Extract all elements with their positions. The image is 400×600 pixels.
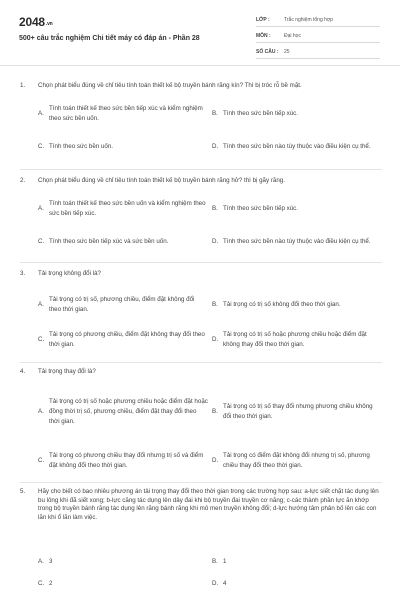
option-text: Tải trọng có phương chiều thay đổi nhưng trị số và điểm đặt không đổi theo thời gian. bbox=[49, 452, 204, 469]
option-d[interactable] bbox=[212, 326, 382, 354]
document-title: 500+ câu trắc nghiệm Chi tiết máy có đáp án - Phần 28 bbox=[19, 35, 200, 42]
meta-info bbox=[256, 14, 380, 62]
question-body: Tải trọng không đổi là? bbox=[38, 270, 101, 277]
option-b[interactable] bbox=[212, 101, 382, 127]
option-text: Tính theo sức bền uốn. bbox=[49, 143, 113, 150]
option-letter: A. bbox=[38, 110, 44, 117]
option-letter: D. bbox=[212, 580, 219, 587]
meta-label: LỚP : bbox=[256, 17, 270, 23]
question-body: Tải trọng thay đổi là? bbox=[38, 368, 96, 375]
site-logo[interactable] bbox=[19, 15, 53, 29]
option-text: 4 bbox=[223, 580, 227, 587]
option-d[interactable] bbox=[212, 229, 382, 255]
question-4 bbox=[20, 368, 382, 377]
question-2 bbox=[20, 177, 382, 186]
option-letter: A. bbox=[38, 205, 44, 212]
page-header bbox=[0, 0, 400, 66]
option-text: Tải trọng có điểm đặt không đổi nhưng trị số, phương chiều thay đổi theo thời gian. bbox=[223, 452, 370, 469]
question-divider bbox=[20, 169, 382, 170]
option-letter: C. bbox=[38, 238, 45, 245]
option-text: Tải trọng có trị số không đổi theo thời gian. bbox=[223, 301, 341, 308]
option-a[interactable] bbox=[38, 196, 208, 222]
option-d[interactable] bbox=[212, 134, 382, 160]
question-divider bbox=[20, 482, 382, 483]
question-text bbox=[20, 368, 382, 377]
option-letter: B. bbox=[212, 408, 218, 415]
option-letter: D. bbox=[212, 238, 219, 245]
option-text: Tải trọng có trị số, phương chiều, điểm đặt không đổi theo thời gian. bbox=[49, 296, 195, 313]
option-text: Tính theo sức bền tiếp xúc. bbox=[223, 205, 298, 212]
question-1 bbox=[20, 82, 382, 91]
option-text: Tính theo sức bền tiếp xúc và sức bền uốn. bbox=[49, 238, 169, 245]
question-number: 3. bbox=[20, 270, 26, 277]
question-text bbox=[20, 177, 382, 186]
option-letter: C. bbox=[38, 580, 45, 587]
option-b[interactable] bbox=[212, 291, 382, 319]
question-3 bbox=[20, 270, 382, 279]
option-text: 1 bbox=[223, 558, 227, 565]
meta-value: 25 bbox=[284, 49, 290, 55]
option-c[interactable] bbox=[38, 578, 208, 590]
option-letter: D. bbox=[212, 457, 219, 464]
question-text bbox=[20, 270, 382, 279]
option-a[interactable] bbox=[38, 388, 208, 436]
option-letter: A. bbox=[38, 558, 44, 565]
option-letter: D. bbox=[212, 143, 219, 150]
meta-value: Đại học bbox=[284, 33, 301, 39]
option-letter: B. bbox=[212, 558, 218, 565]
option-b[interactable] bbox=[212, 388, 382, 436]
option-b[interactable] bbox=[212, 556, 382, 568]
question-text bbox=[20, 488, 382, 522]
logo-text: 2048 bbox=[19, 15, 45, 29]
option-text: Tải trọng có trị số hoặc phương chiều hoặc điểm đặt hoặc đồng thời trị số, phương chiều, điểm đặt thay đổi theo thời gian. bbox=[49, 398, 208, 425]
option-d[interactable] bbox=[212, 447, 382, 475]
option-letter: C. bbox=[38, 143, 45, 150]
option-c[interactable] bbox=[38, 134, 208, 160]
meta-row-count bbox=[256, 46, 380, 59]
question-divider bbox=[20, 362, 382, 363]
option-text: 2 bbox=[49, 580, 53, 587]
option-c[interactable] bbox=[38, 229, 213, 255]
option-letter: C. bbox=[38, 457, 45, 464]
option-text: Tính toán thiết kế theo sức bền tiếp xúc và kiểm nghiệm theo sức bền uốn. bbox=[49, 105, 203, 122]
option-text: Tính theo sức bền nào tùy thuộc vào điều kiện cụ thể. bbox=[223, 238, 371, 245]
option-text: Tải trọng có phương chiều, điểm đặt không thay đổi theo thời gian. bbox=[49, 331, 205, 348]
question-divider bbox=[20, 262, 382, 263]
option-text: Tính theo sức bền tiếp xúc. bbox=[223, 110, 298, 117]
option-letter: A. bbox=[38, 301, 44, 308]
option-d[interactable] bbox=[212, 578, 382, 590]
question-number: 2. bbox=[20, 177, 26, 184]
question-text bbox=[20, 82, 382, 91]
option-c[interactable] bbox=[38, 447, 208, 475]
option-letter: A. bbox=[38, 408, 44, 415]
question-body: Chọn phát biểu đúng về chỉ tiêu tính toán thiết kế bộ truyền bánh răng hở? thì bị gãy răng. bbox=[38, 177, 285, 184]
question-number: 1. bbox=[20, 82, 26, 89]
logo-suffix: .vn bbox=[45, 21, 53, 27]
option-a[interactable] bbox=[38, 291, 208, 319]
option-letter: C. bbox=[38, 336, 45, 343]
option-letter: B. bbox=[212, 110, 218, 117]
meta-value: Trắc nghiệm tổng hợp bbox=[284, 17, 333, 23]
option-letter: B. bbox=[212, 205, 218, 212]
meta-label: MÔN : bbox=[256, 33, 271, 39]
option-letter: D. bbox=[212, 336, 219, 343]
option-text: Tải trọng có trị số thay đổi nhưng phương chiều không đổi theo thời gian. bbox=[223, 403, 373, 420]
question-number: 5. bbox=[20, 488, 26, 495]
option-text: Tính toán thiết kế theo sức bền uốn và kiểm nghiệm theo sức bền tiếp xúc. bbox=[49, 200, 206, 217]
option-b[interactable] bbox=[212, 196, 382, 222]
meta-row-class bbox=[256, 14, 380, 27]
meta-row-subject bbox=[256, 30, 380, 43]
meta-label: SỐ CÂU : bbox=[256, 49, 279, 55]
option-a[interactable] bbox=[38, 556, 208, 568]
option-a[interactable] bbox=[38, 101, 208, 127]
option-text: Tải trọng có trị số hoặc phương chiều hoặc điểm đặt không thay đổi theo thời gian. bbox=[223, 331, 367, 348]
question-body: Chọn phát biểu đúng về chỉ tiêu tính toán thiết kế bộ truyền bánh răng kín? Thì bị tróc rỗ bề mặt. bbox=[38, 82, 302, 89]
option-text: 3 bbox=[49, 558, 53, 565]
option-c[interactable] bbox=[38, 326, 208, 354]
question-5 bbox=[20, 488, 382, 522]
question-body: Hãy cho biết có bao nhiêu phương án tải trọng thay đổi theo thời gian trong các trường hợp sau: a-lực siết chặt tác dụng lên bu lông khi đã siết xong; b-lực căng tác dụng lên dây đai khi bộ truyền đai truyền cơ năng; c-các thành phần lực ăn khớp trong bộ truyền bánh răng tác dụng lên răng bánh răng khi mô men truyền không đổi; d-lực hướng tâm phân bố lên các con lăn khi ổ lăn làm việc. bbox=[38, 488, 379, 521]
question-number: 4. bbox=[20, 368, 26, 375]
option-letter: B. bbox=[212, 301, 218, 308]
option-text: Tính theo sức bền nào tùy thuộc vào điều kiện cụ thể. bbox=[223, 143, 371, 150]
